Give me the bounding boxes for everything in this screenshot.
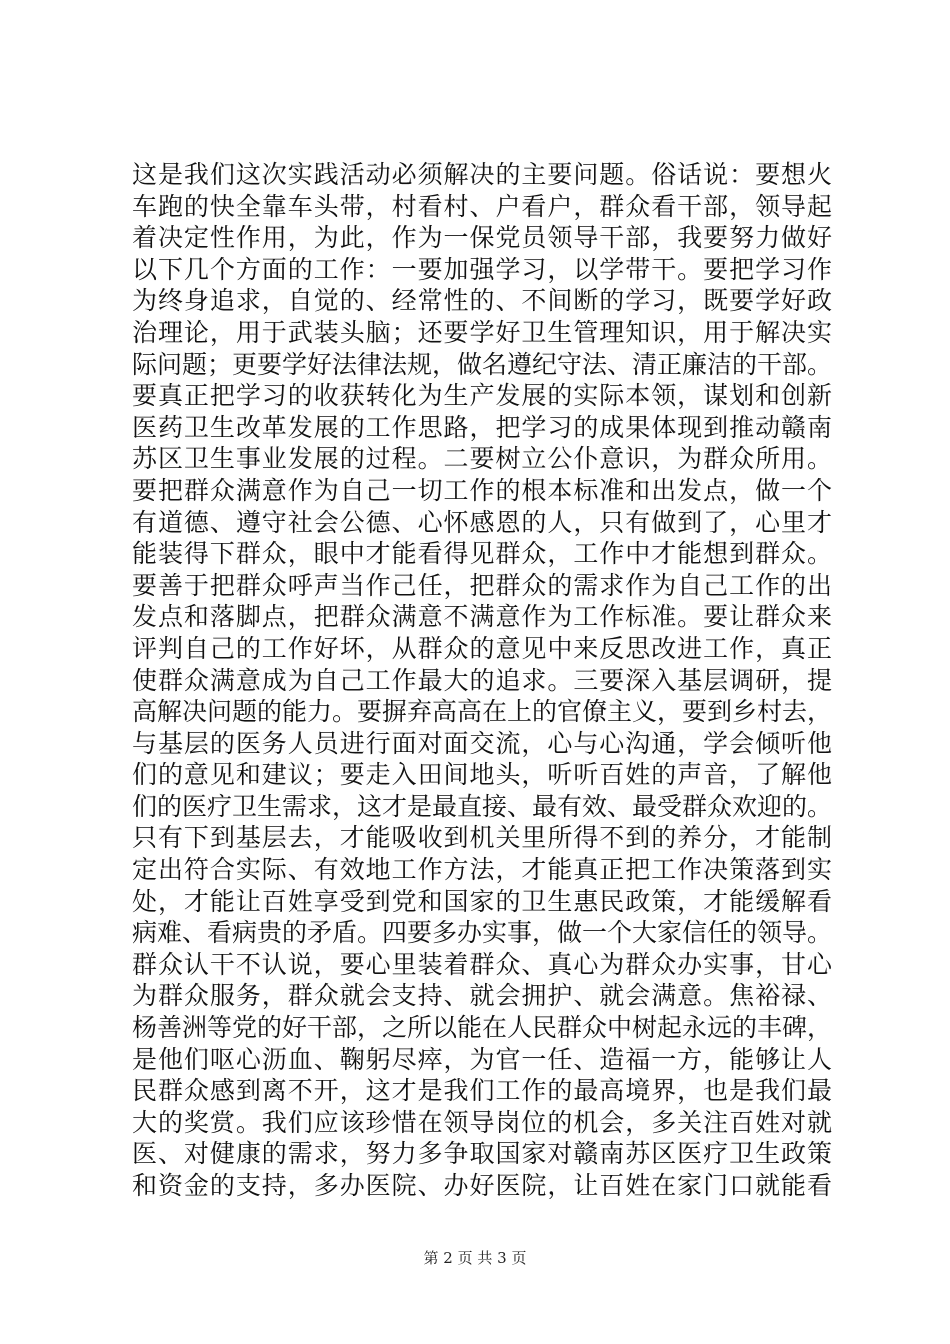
text-line: 为终身追求，自觉的、经常性的、不间断的学习，既要学好政 <box>132 286 832 316</box>
body-text <box>132 159 832 1202</box>
text-line: 车跑的快全靠车头带，村看村、户看户，群众看干部，领导起 <box>132 191 832 221</box>
text-line: 以下几个方面的工作：一要加强学习，以学带干。要把学习作 <box>132 254 832 284</box>
text-line: 民群众感到离不开，这才是我们工作的最高境界，也是我们最 <box>132 1076 832 1106</box>
text-line: 要善于把群众呼声当作己任，把群众的需求作为自己工作的出 <box>132 570 832 600</box>
text-line: 们的医疗卫生需求，这才是最直接、最有效、最受群众欢迎的。 <box>132 791 833 821</box>
text-line: 要把群众满意作为自己一切工作的根本标准和出发点，做一个 <box>132 475 832 505</box>
text-line: 与基层的医务人员进行面对面交流，心与心沟通，学会倾听他 <box>132 728 832 758</box>
text-line: 处，才能让百姓享受到党和国家的卫生惠民政策，才能缓解看 <box>132 886 832 916</box>
text-line: 际问题；更要学好法律法规，做名遵纪守法、清正廉洁的干部。 <box>132 349 833 379</box>
text-line: 着决定性作用，为此，作为一保党员领导干部，我要努力做好 <box>132 223 832 253</box>
text-line: 为群众服务，群众就会支持、就会拥护、就会满意。焦裕禄、 <box>132 981 832 1011</box>
text-line: 治理论，用于武装头脑；还要学好卫生管理知识，用于解决实 <box>132 317 832 347</box>
text-line: 发点和落脚点，把群众满意不满意作为工作标准。要让群众来 <box>132 602 832 632</box>
text-line: 和资金的支持，多办医院、办好医院，让百姓在家门口就能看 <box>132 1171 832 1200</box>
text-line: 杨善洲等党的好干部，之所以能在人民群众中树起永远的丰碑， <box>132 1013 833 1043</box>
text-line: 是他们呕心沥血、鞠躬尽瘁，为官一任、造福一方，能够让人 <box>132 1044 832 1074</box>
text-line: 这是我们这次实践活动必须解决的主要问题。俗话说：要想火 <box>132 160 832 189</box>
text-line: 医、对健康的需求，努力多争取国家对赣南苏区医疗卫生政策 <box>132 1139 832 1169</box>
text-line: 定出符合实际、有效地工作方法，才能真正把工作决策落到实 <box>132 855 832 885</box>
text-line: 使群众满意成为自己工作最大的追求。三要深入基层调研，提 <box>132 665 832 695</box>
text-line: 群众认干不认说，要心里装着群众、真心为群众办实事，甘心 <box>132 949 832 979</box>
text-line: 有道德、遵守社会公德、心怀感恩的人，只有做到了，心里才 <box>132 507 832 537</box>
page-number-footer: 第 2 页 共 3 页 <box>423 1249 527 1267</box>
text-line: 苏区卫生事业发展的过程。二要树立公仆意识，为群众所用。 <box>132 444 832 474</box>
text-line: 们的意见和建议；要走入田间地头，听听百姓的声音，了解他 <box>132 760 832 790</box>
text-line: 医药卫生改革发展的工作思路，把学习的成果体现到推动赣南 <box>132 412 832 442</box>
text-line: 病难、看病贵的矛盾。四要多办实事，做一个大家信任的领导。 <box>132 918 833 948</box>
text-line: 能装得下群众，眼中才能看得见群众，工作中才能想到群众。 <box>132 539 832 569</box>
text-line: 高解决问题的能力。要摒弃高高在上的官僚主义，要到乡村去， <box>132 697 833 727</box>
text-line: 评判自己的工作好坏，从群众的意见中来反思改进工作，真正 <box>132 633 832 663</box>
text-line: 要真正把学习的收获转化为生产发展的实际本领，谋划和创新 <box>132 381 832 411</box>
text-line: 只有下到基层去，才能吸收到机关里所得不到的养分，才能制 <box>132 823 832 853</box>
text-line: 大的奖赏。我们应该珍惜在领导岗位的机会，多关注百姓对就 <box>132 1107 832 1137</box>
